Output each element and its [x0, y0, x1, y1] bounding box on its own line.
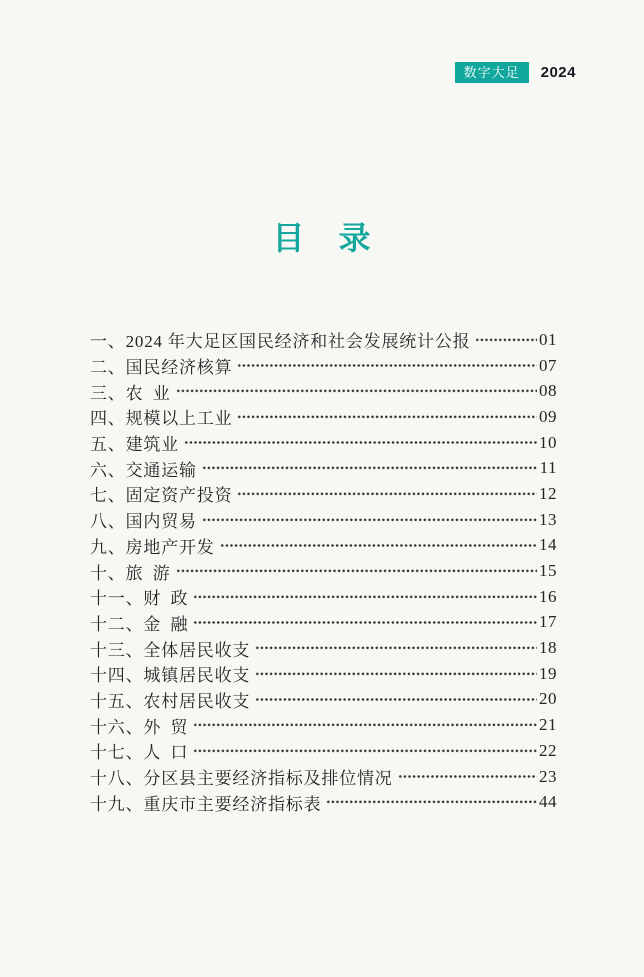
toc-entry-label: 十四、城镇居民收支: [90, 666, 251, 686]
dot-leader: [176, 558, 538, 584]
toc-entry-label: 一、2024 年大足区国民经济和社会发展统计公报: [90, 332, 471, 352]
toc-entry-page: 10: [539, 432, 557, 452]
dot-leader: [237, 404, 537, 430]
toc-entry-page: 08: [539, 381, 557, 401]
toc-entry[interactable]: [90, 610, 557, 636]
dot-leader: [202, 507, 537, 533]
toc-entry[interactable]: [90, 738, 557, 764]
toc-entry[interactable]: [90, 687, 557, 713]
toc-entry-page: 15: [539, 561, 557, 581]
dot-leader: [193, 712, 537, 738]
toc-entry-page: 09: [539, 406, 557, 426]
dot-leader: [398, 764, 537, 790]
toc-entry[interactable]: [90, 533, 557, 559]
toc-entry[interactable]: [90, 712, 557, 738]
dot-leader: [237, 481, 537, 507]
dot-leader: [326, 789, 537, 815]
toc-entry-label: 七、固定资产投资: [90, 486, 233, 506]
toc-entry-page: 21: [539, 715, 557, 735]
toc-entry-label: 十七、人 口: [90, 743, 189, 763]
toc-entry[interactable]: [90, 507, 557, 533]
toc-entry-page: 17: [539, 612, 557, 632]
toc-entry-label: 六、交通运输: [90, 460, 197, 480]
toc-list: [90, 327, 557, 815]
toc-entry-label: 十九、重庆市主要经济指标表: [90, 794, 322, 814]
toc-entry-label: 十三、全体居民收支: [90, 640, 251, 660]
dot-leader: [193, 584, 537, 610]
toc-entry[interactable]: [90, 558, 557, 584]
edition-year: 2024: [540, 64, 576, 81]
dot-leader: [475, 327, 537, 353]
dot-leader: [237, 353, 537, 379]
toc-entry-label: 十六、外 贸: [90, 717, 189, 737]
toc-entry-label: 十二、金 融: [90, 614, 189, 634]
toc-entry[interactable]: [90, 789, 557, 815]
toc-entry-label: 十五、农村居民收支: [90, 691, 251, 711]
toc-entry[interactable]: [90, 455, 557, 481]
toc-entry-page: 11: [539, 458, 557, 478]
toc-entry[interactable]: [90, 481, 557, 507]
toc-entry-page: 16: [539, 586, 557, 606]
toc-entry-label: 三、农 业: [90, 383, 171, 403]
toc-entry-label: 二、国民经济核算: [90, 358, 233, 378]
toc-entry-page: 12: [539, 483, 557, 503]
toc-entry-page: 44: [539, 792, 557, 812]
toc-entry-page: 01: [539, 329, 557, 349]
dot-leader: [255, 687, 537, 713]
dot-leader: [202, 455, 538, 481]
toc-entry-page: 19: [539, 663, 557, 683]
toc-entry-label: 十、旅 游: [90, 563, 171, 583]
toc-entry-page: 07: [539, 355, 557, 375]
brand-badge: 数字大足: [455, 62, 529, 83]
toc-entry-page: 23: [539, 766, 557, 786]
dot-leader: [193, 610, 537, 636]
toc-entry-page: 22: [539, 740, 557, 760]
toc-entry-page: 18: [539, 638, 557, 658]
toc-entry[interactable]: [90, 584, 557, 610]
dot-leader: [193, 738, 537, 764]
dot-leader: [184, 430, 537, 456]
toc-entry[interactable]: [90, 635, 557, 661]
toc-entry[interactable]: [90, 661, 557, 687]
page-header: [455, 62, 576, 83]
dot-leader: [220, 533, 537, 559]
page-title: 目 录: [272, 220, 372, 256]
toc-entry-label: 八、国内贸易: [90, 512, 197, 532]
dot-leader: [255, 635, 537, 661]
toc-entry-label: 四、规模以上工业: [90, 409, 233, 429]
toc-entry[interactable]: [90, 430, 557, 456]
toc-entry-label: 十一、财 政: [90, 589, 189, 609]
toc-entry-label: 十八、分区县主要经济指标及排位情况: [90, 769, 393, 789]
toc-entry[interactable]: [90, 378, 557, 404]
toc-entry[interactable]: [90, 353, 557, 379]
dot-leader: [176, 378, 538, 404]
dot-leader: [255, 661, 537, 687]
toc-entry-page: 20: [539, 689, 557, 709]
toc-entry[interactable]: [90, 764, 557, 790]
toc-entry-label: 九、房地产开发: [90, 537, 215, 557]
toc-entry-label: 五、建筑业: [90, 435, 179, 455]
toc-entry[interactable]: [90, 327, 557, 353]
toc-entry-page: 13: [539, 509, 557, 529]
toc-entry[interactable]: [90, 404, 557, 430]
toc-entry-page: 14: [539, 535, 557, 555]
